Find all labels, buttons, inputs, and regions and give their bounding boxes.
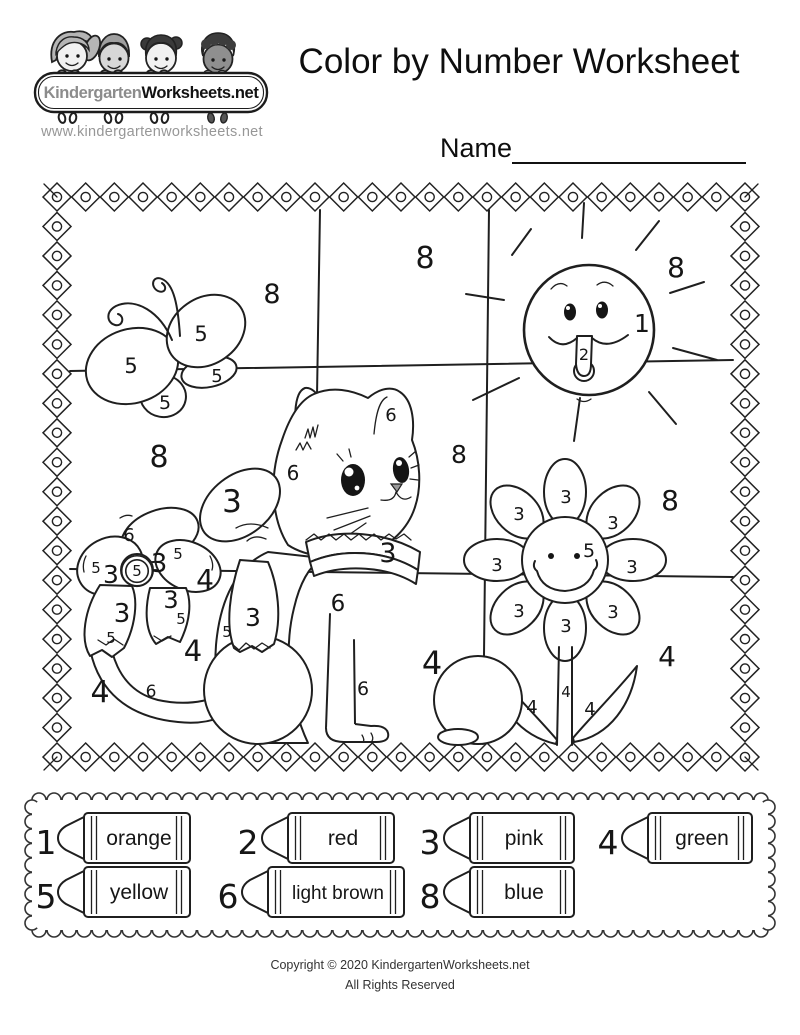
frame-diamond — [43, 271, 71, 299]
cat-front-paw — [326, 724, 388, 742]
sun-left-eye — [564, 304, 576, 321]
frame-diamond — [559, 743, 587, 771]
frame-diamond — [215, 183, 243, 211]
frame-diamond — [358, 183, 386, 211]
frame-diamond — [43, 360, 71, 388]
key-color-label: light brown — [292, 883, 384, 904]
number-label: 6 — [356, 678, 370, 700]
key-color-label: pink — [504, 827, 544, 850]
frame-diamond — [731, 478, 759, 506]
number-label: 4 — [584, 699, 596, 720]
key-number: 4 — [597, 823, 619, 862]
number-label: 3 — [626, 557, 638, 578]
number-label: 5 — [582, 540, 596, 562]
key-number: 5 — [35, 877, 57, 916]
cat-front-leg — [326, 614, 355, 728]
cat-chest — [204, 636, 312, 744]
flower-leaf-right — [573, 666, 637, 742]
key-number: 1 — [35, 823, 57, 862]
frame-diamond — [43, 566, 71, 594]
number-label: 8 — [667, 251, 685, 284]
key-number: 6 — [217, 877, 239, 916]
frame-diamond — [244, 743, 272, 771]
frame-diamond — [43, 301, 71, 329]
logo-kids — [51, 31, 236, 73]
number-label: 3 — [222, 484, 242, 520]
number-label: 6 — [123, 525, 135, 546]
key-color-label: red — [327, 827, 359, 850]
cat-paw — [438, 729, 478, 745]
frame-diamond — [444, 743, 472, 771]
frame-diamond — [588, 183, 616, 211]
key-number: 8 — [419, 877, 441, 916]
frame-diamond — [731, 271, 759, 299]
frame-diamond — [731, 537, 759, 565]
frame-diamond — [301, 743, 329, 771]
frame-diamond — [186, 183, 214, 211]
number-label: 5 — [91, 559, 101, 577]
frame-diamond — [731, 625, 759, 653]
frame-diamond — [616, 743, 644, 771]
number-label: 6 — [145, 682, 157, 702]
number-label: 5 — [173, 545, 183, 563]
frame-diamond — [731, 389, 759, 417]
number-label: 4 — [658, 640, 676, 673]
logo-text-worksheets: Worksheets.net — [141, 83, 259, 102]
number-label: 3 — [103, 560, 119, 589]
name-field — [440, 132, 746, 164]
number-label: 3 — [163, 586, 179, 614]
key-color-label: green — [675, 827, 729, 850]
key-number: 2 — [237, 823, 259, 862]
number-label: 5 — [106, 629, 116, 647]
copyright-line: Copyright © 2020 KindergartenWorksheets.net — [270, 958, 530, 972]
number-label: 5 — [132, 562, 142, 580]
frame-diamond — [158, 183, 186, 211]
frame-diamond — [530, 743, 558, 771]
page-title: Color by Number Worksheet — [298, 42, 740, 81]
frame-diamond — [731, 330, 759, 358]
number-label: 5 — [211, 366, 223, 387]
number-label: 4 — [526, 697, 538, 718]
frame-diamond — [731, 301, 759, 329]
frame-diamond — [731, 507, 759, 535]
number-label: 5 — [222, 623, 232, 641]
key-color-label: yellow — [109, 881, 169, 904]
number-label: 6 — [286, 461, 300, 485]
number-label: 8 — [451, 440, 467, 469]
frame-diamond — [43, 478, 71, 506]
frame-diamond — [444, 183, 472, 211]
frame-diamond — [387, 183, 415, 211]
frame-diamond — [72, 183, 100, 211]
frame-diamond — [43, 625, 71, 653]
frame-diamond — [674, 743, 702, 771]
frame-diamond — [645, 183, 673, 211]
name-blank-line — [512, 132, 746, 164]
frame-diamond — [731, 242, 759, 270]
number-label: 3 — [560, 487, 572, 508]
number-label: 5 — [158, 392, 172, 414]
frame-diamond — [43, 714, 71, 742]
number-label: 3 — [607, 602, 619, 623]
number-label: 4 — [561, 683, 571, 701]
frame-diamond — [358, 743, 386, 771]
frame-diamond — [473, 743, 501, 771]
frame-diamond — [530, 183, 558, 211]
frame-diamond — [43, 330, 71, 358]
frame-diamond — [731, 360, 759, 388]
frame-diamond — [387, 743, 415, 771]
frame-diamond — [731, 566, 759, 594]
frame-diamond — [616, 183, 644, 211]
frame-diamond — [43, 655, 71, 683]
frame-diamond — [330, 743, 358, 771]
number-label: 8 — [149, 440, 169, 475]
name-label: Name — [440, 133, 513, 163]
frame-diamond — [100, 183, 128, 211]
frame-diamond — [272, 183, 300, 211]
number-label: 8 — [415, 241, 435, 276]
key-color-label: blue — [504, 881, 544, 904]
number-label: 3 — [560, 616, 572, 637]
frame-diamond — [731, 448, 759, 476]
logo-website-url: www.kindergartenworksheets.net — [41, 124, 263, 140]
frame-diamond — [72, 743, 100, 771]
frame-diamond — [731, 714, 759, 742]
frame-diamond — [43, 684, 71, 712]
number-label: 4 — [421, 644, 443, 682]
frame-diamond — [244, 183, 272, 211]
number-label: 8 — [263, 279, 281, 310]
key-number: 3 — [419, 823, 441, 862]
cat-left-eye — [341, 464, 365, 496]
number-label: 4 — [90, 675, 110, 710]
frame-diamond — [186, 743, 214, 771]
number-label: 5 — [176, 610, 186, 628]
color-key-box — [25, 793, 775, 937]
number-label: 5 — [124, 354, 138, 378]
frame-diamond — [702, 183, 730, 211]
rights-line: All Rights Reserved — [345, 978, 455, 992]
sun — [466, 203, 717, 441]
frame-diamond — [731, 212, 759, 240]
sun-right-eye — [596, 302, 608, 319]
number-label: 5 — [194, 322, 208, 346]
number-label: 6 — [330, 591, 346, 617]
frame-diamond — [588, 743, 616, 771]
number-label: 2 — [578, 345, 590, 364]
number-label: 8 — [661, 484, 679, 517]
frame-diamond — [43, 537, 71, 565]
frame-diamond — [502, 743, 530, 771]
frame-diamond — [158, 743, 186, 771]
number-label: 3 — [513, 504, 525, 525]
frame-diamond — [43, 507, 71, 535]
number-label: 3 — [379, 538, 397, 569]
logo-text-kindergarten: Kindergarten — [43, 83, 142, 102]
number-label: 3 — [113, 599, 131, 629]
frame-diamond — [215, 743, 243, 771]
frame-diamond — [674, 183, 702, 211]
frame-diamond — [43, 212, 71, 240]
frame-diamond — [100, 743, 128, 771]
key-color-label: orange — [106, 827, 172, 850]
frame-diamond — [702, 743, 730, 771]
frame-diamond — [473, 183, 501, 211]
number-label: 6 — [385, 405, 397, 426]
frame-diamond — [731, 684, 759, 712]
logo-sign-text — [36, 76, 266, 110]
frame-diamond — [43, 596, 71, 624]
frame-diamond — [330, 183, 358, 211]
frame-diamond — [731, 419, 759, 447]
footer — [0, 955, 800, 995]
frame-diamond — [416, 183, 444, 211]
number-label: 3 — [150, 549, 168, 579]
frame-diamond — [416, 743, 444, 771]
frame-diamond — [645, 743, 673, 771]
frame-diamond — [43, 419, 71, 447]
frame-diamond — [129, 743, 157, 771]
frame-diamond — [43, 242, 71, 270]
frame-diamond — [129, 183, 157, 211]
number-label: 3 — [607, 513, 619, 534]
frame-diamond — [731, 596, 759, 624]
number-label: 1 — [634, 309, 650, 338]
number-label: 3 — [245, 603, 261, 632]
frame-diamond — [731, 655, 759, 683]
frame-diamond — [43, 389, 71, 417]
number-label: 4 — [196, 563, 214, 596]
number-label: 3 — [491, 555, 503, 576]
frame-diamond — [43, 448, 71, 476]
number-label: 4 — [183, 634, 203, 668]
frame-diamond — [502, 183, 530, 211]
frame-diamond — [301, 183, 329, 211]
number-label: 3 — [513, 601, 525, 622]
frame-diamond — [272, 743, 300, 771]
